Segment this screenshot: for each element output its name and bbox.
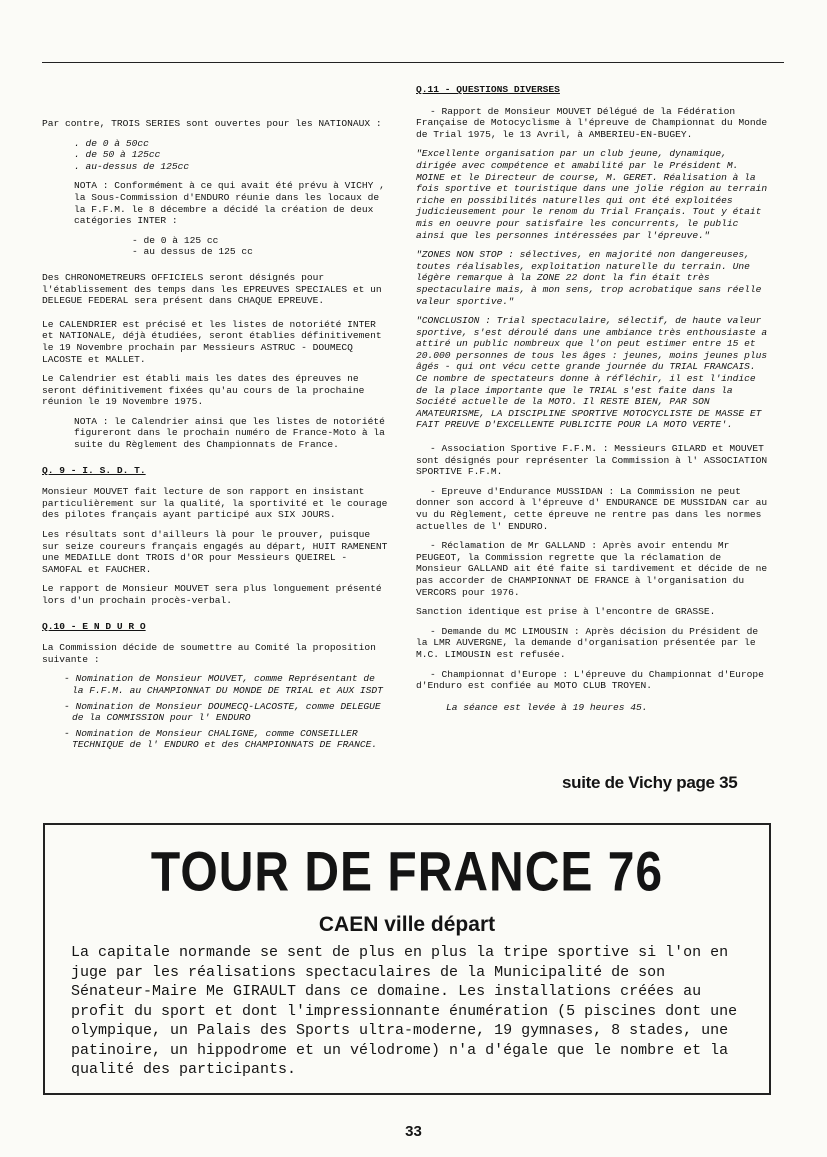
series-item: . de 50 à 125cc xyxy=(74,149,161,161)
inter-categories xyxy=(132,235,392,258)
proposal-item: - Nomination de Monsieur DOUMECQ-LACOSTE, comme DELEGUE de la COMMISSION pour l' ENDURO xyxy=(64,700,381,724)
quote-zones: "ZONES NON STOP : sélectives, en majorité non dangereuses, toutes réalisables, exploitation naturelle du terrain. Une légère remarque à la ZONE 22 dont la fin était très spectaculaire mais, à mon sens, trop acrobatique sans réelle valeur sportive." xyxy=(416,249,762,307)
series-list xyxy=(74,138,392,173)
quote-conclusion: "CONCLUSION : Trial spectaculaire, sélectif, de haute valeur sportive, s'est déroulé dans une ambiance très enthousiaste a attiré un public nombreux que l'on peut estimer entre 15 et 20.000 personnes de tous les âges : jeunes, moins jeunes plus âgés - qui ont vécu cette grande journée du TRIAL FRANCAIS. Ce nombre de spectateurs donne à réfléchir, il est l'indice de la place importante que le TRIAL s'est faite dans la Société actuelle de la MOTO. Il RESTE BIEN, PAR SON AMATEURISME, LA DISCIPLINE SPORTIVE MOTOCYCLISTE DE MASSE ET FAIT PREUVE D'EXCELLENTE PUBLICITE POUR LA MOTO VERTE'. xyxy=(416,315,768,431)
nota-inter: NOTA : Conformément à ce qui avait été prévu à VICHY , la Sous-Commission d'ENDURO réunie dans les locaux de la F.F.M. le 8 décembre a décidé la création de deux catégories INTER : xyxy=(74,180,385,227)
continuation-note: suite de Vichy page 35 xyxy=(562,773,738,792)
series-item: . de 0 à 50cc xyxy=(74,137,149,149)
calendrier-paragraph-2: Le Calendrier est établi mais les dates des épreuves ne seront définitivement fixées qu'au cours de la prochaine réunion le 19 Novembre 1975. xyxy=(42,373,365,408)
rapport-paragraph: - Rapport de Monsieur MOUVET Délégué de la Fédération Française de Motocyclisme à l'épreuve de Championnat du Monde de Trial 1975, le 13 Avril, à AMBERIEU-EN-BUGEY. xyxy=(416,105,768,140)
tour-de-france-box xyxy=(43,823,771,1095)
q9-paragraph: Les résultats sont d'ailleurs là pour le prouver, puisque sur seize coureurs français engagés au départ, HUIT RAMENENT une MEDAILLE dont TROIS d'OR pour Messieurs QUEIREL - SAMOFAL et FAUCHER. xyxy=(42,529,388,575)
mussidan-paragraph: - Epreuve d'Endurance MUSSIDAN : La Commission ne peut donner son accord à l'épreuve d' ENDURANCE DE MUSSIDAN car au vu du Règlement, cette épreuve ne rentre pas dans les normes actuelles de l' ENDURO. xyxy=(416,485,768,532)
box-text: La capitale normande se sent de plus en plus la tripe sportive si l'on en juge par les réalisations spectaculaires de la Municipalité de son Sénateur-Maire Me GIRAULT dans ce domaine. Les installations créées au profit du sport et dont l'impressionnante énumération (5 piscines dont une olympique, un Palais des Sports ultra-moderne, 19 gymnases, 8 stades, une patinoire, un hippodrome et un vélodrome) n'a d'égale que le nombre et la qualité des participants. xyxy=(71,944,738,1078)
q9-paragraph: Le rapport de Monsieur MOUVET sera plus longuement présenté lors d'un prochain procès-verbal. xyxy=(42,583,382,606)
section-heading-q11: Q.11 - QUESTIONS DIVERSES xyxy=(416,84,560,95)
series-intro: Par contre, TROIS SERIES sont ouvertes pour les NATIONAUX : xyxy=(42,118,382,129)
quote-organisation: "Excellente organisation par un club jeune, dynamique, dirigée avec compétence et amabilité par le Président M. MOINE et le Directeur de course, M. GERET. Réalisation à la fois sportive et touristique dans une jolie région au terrain riche en possibilités naturelles qui ont été exploitées judicieusement pour le renom du Trial Français. Tout y était mis en oeuvre pour satisfaire les concurrents, le public ainsi que les personnes intéressées par l'épreuve." xyxy=(416,148,768,241)
limousin-paragraph: - Demande du MC LIMOUSIN : Après décision du Président de la LMR AUVERGNE, la demande d'organisation présentée par le M.C. LIMOUSIN est refusée. xyxy=(416,625,759,660)
galland-paragraph: - Réclamation de Mr GALLAND : Après avoir entendu Mr PEUGEOT, la Commission regrette que la réclamation de Monsieur GALLAND ait été faite si tardivement et décide de ne pas accorder de CHAMPIONNAT DE FRANCE à l'organisation du VERCORS pour 1976. xyxy=(416,540,768,598)
seance-closing: La séance est levée à 19 heures 45. xyxy=(446,701,648,713)
calendrier-paragraph: Le CALENDRIER est précisé et les listes de notoriété INTER et NATIONALE, déjà étudiées, seront établies définitivement le 19 Novembre prochain par Messieurs ASTRUC - DOUMECQ LACOSTE et MALLET. xyxy=(42,318,382,365)
grasse-paragraph: Sanction identique est prise à l'encontre de GRASSE. xyxy=(416,606,716,618)
europe-paragraph: - Championnat d'Europe : L'épreuve du Championnat d'Europe d'Enduro est confiée au MOTO CLUB TROYEN. xyxy=(416,668,764,692)
proposal-item: - Nomination de Monsieur CHALIGNE, comme CONSEILLER TECHNIQUE de l' ENDURO et des CHAMPIONNATS DE FRANCE. xyxy=(64,727,378,751)
inter-category: - au dessus de 125 cc xyxy=(132,246,253,258)
box-title: TOUR DE FRANCE 76 xyxy=(150,842,664,903)
section-heading-q9: Q. 9 - I. S. D. T. xyxy=(42,464,146,476)
left-column xyxy=(42,118,392,755)
chrono-paragraph: Des CHRONOMETREURS OFFICIELS seront désignés pour l'établissement des temps dans les EPREUVES SPECIALES et un DELEGUE FEDERAL sera présent dans CHAQUE EPREUVE. xyxy=(42,271,382,307)
box-subtitle: CAEN ville départ xyxy=(318,913,496,936)
section-heading-q10: Q.10 - E N D U R O xyxy=(42,620,146,632)
association-paragraph: - Association Sportive F.F.M. : Messieurs GILARD et MOUVET sont désignés pour représenter la Commission à l' ASSOCIATION SPORTIVE F.F.M. xyxy=(416,443,768,478)
proposal-list xyxy=(42,673,392,751)
inter-category: - de 0 à 125 cc xyxy=(132,234,219,246)
series-item: . au-dessus de 125cc xyxy=(74,160,190,172)
right-column xyxy=(416,84,772,721)
top-rule xyxy=(42,62,784,63)
proposal-item: - Nomination de Monsieur MOUVET, comme Représentant de la F.F.M. au CHAMPIONNAT DU MONDE DE TRIAL et AUX ISDT xyxy=(64,673,383,696)
q10-paragraph: La Commission décide de soumettre au Comité la proposition suivante : xyxy=(42,642,376,665)
page-number: 33 xyxy=(405,1123,422,1140)
nota-calendrier: NOTA : le Calendrier ainsi que les listes de notoriété figureront dans le prochain numéro de France-Moto à la suite du Règlement des Championnats de France. xyxy=(74,415,385,451)
q9-paragraph: Monsieur MOUVET fait lecture de son rapport en insistant particulièrement sur la qualité, la sportivité et le courage des pilotes français ayant participé aux SIX JOURS. xyxy=(42,486,388,521)
